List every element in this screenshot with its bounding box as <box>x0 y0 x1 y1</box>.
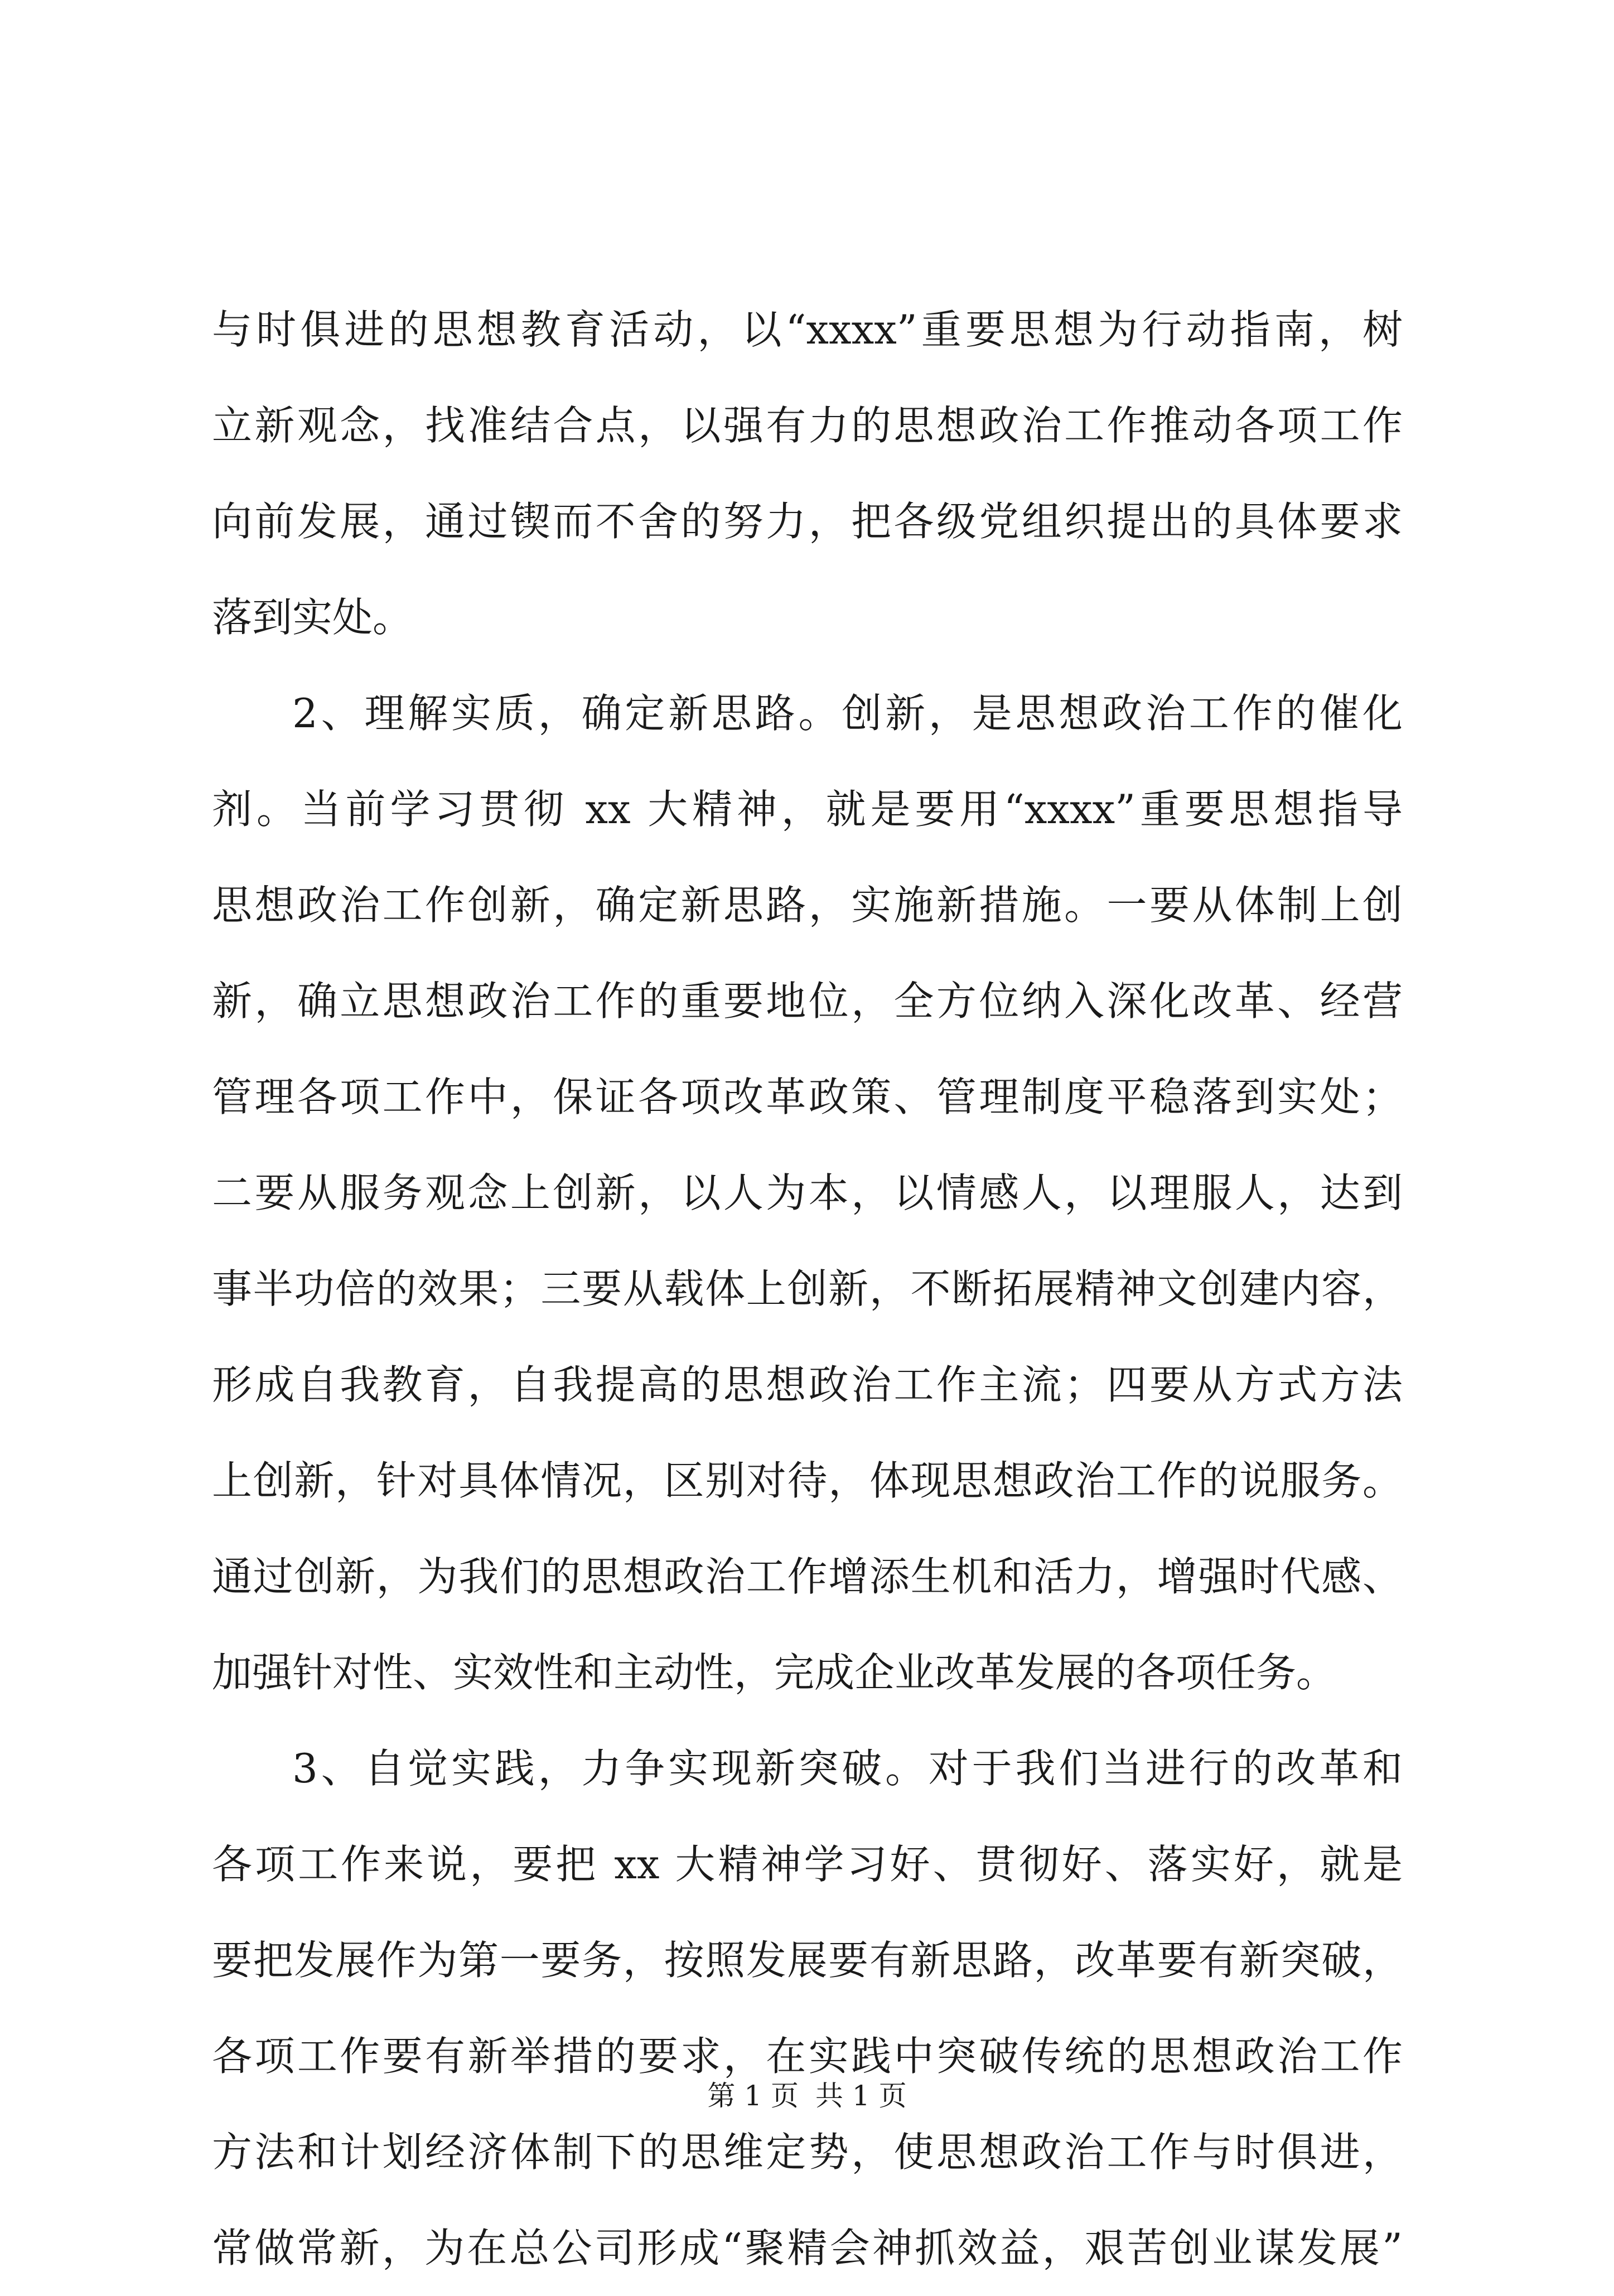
text-line: 加强针对性、实效性和主动性，完成企业改革发展的各项任务。 <box>212 1649 1337 1696</box>
text-line: 新，确立思想政治工作的重要地位，全方位纳入深化改革、经营 <box>212 978 1403 1024</box>
text-line: 二要从服务观念上创新，以人为本，以情感人，以理服人，达到 <box>212 1169 1403 1216</box>
text-line: 立新观念，找准结合点，以强有力的思想政治工作推动各项工作 <box>212 402 1403 449</box>
total-page-count: 共 1 页 <box>815 2080 907 2112</box>
page-footer <box>0 2079 1614 2113</box>
text-line: 思想政治工作创新，确定新思路，实施新措施。一要从体制上创 <box>212 882 1403 929</box>
text-line: 与时俱进的思想教育活动，以“xxxx”重要思想为行动指南，树 <box>212 306 1403 353</box>
text-line: 剂。当前学习贯彻 xx 大精神，就是要用“xxxx”重要思想指导 <box>212 786 1403 833</box>
text-line: 方法和计划经济体制下的思维定势，使思想政治工作与时俱进， <box>212 2129 1403 2176</box>
paragraph-start-line: 2、理解实质，确定新思路。创新，是思想政治工作的催化 <box>292 690 1403 737</box>
text-line: 管理各项工作中，保证各项改革政策、管理制度平稳落到实处； <box>212 1074 1403 1120</box>
text-line: 通过创新，为我们的思想政治工作增添生机和活力，增强时代感、 <box>212 1553 1403 1600</box>
text-line: 各项工作来说，要把 xx 大精神学习好、贯彻好、落实好，就是 <box>212 1841 1403 1888</box>
body-text <box>212 282 1403 2296</box>
text-line: 要把发展作为第一要务，按照发展要有新思路，改革要有新突破， <box>212 1937 1403 1984</box>
text-line: 形成自我教育，自我提高的思想政治工作主流；四要从方式方法 <box>212 1361 1403 1408</box>
text-line: 落到实处。 <box>212 594 413 641</box>
text-line: 上创新，针对具体情况，区别对待，体现思想政治工作的说服务。 <box>212 1457 1403 1504</box>
text-line: 各项工作要有新举措的要求，在实践中突破传统的思想政治工作 <box>212 2033 1403 2080</box>
current-page-number: 第 1 页 <box>707 2080 799 2112</box>
text-line: 常做常新，为在总公司形成“聚精会神抓效益，艰苦创业谋发展” <box>212 2225 1403 2271</box>
text-line: 向前发展，通过锲而不舍的努力，把各级党组织提出的具体要求 <box>212 498 1403 545</box>
text-line: 事半功倍的效果；三要从载体上创新，不断拓展精神文创建内容， <box>212 1265 1403 1312</box>
paragraph-start-line: 3、自觉实践，力争实现新突破。对于我们当进行的改革和 <box>292 1745 1403 1792</box>
